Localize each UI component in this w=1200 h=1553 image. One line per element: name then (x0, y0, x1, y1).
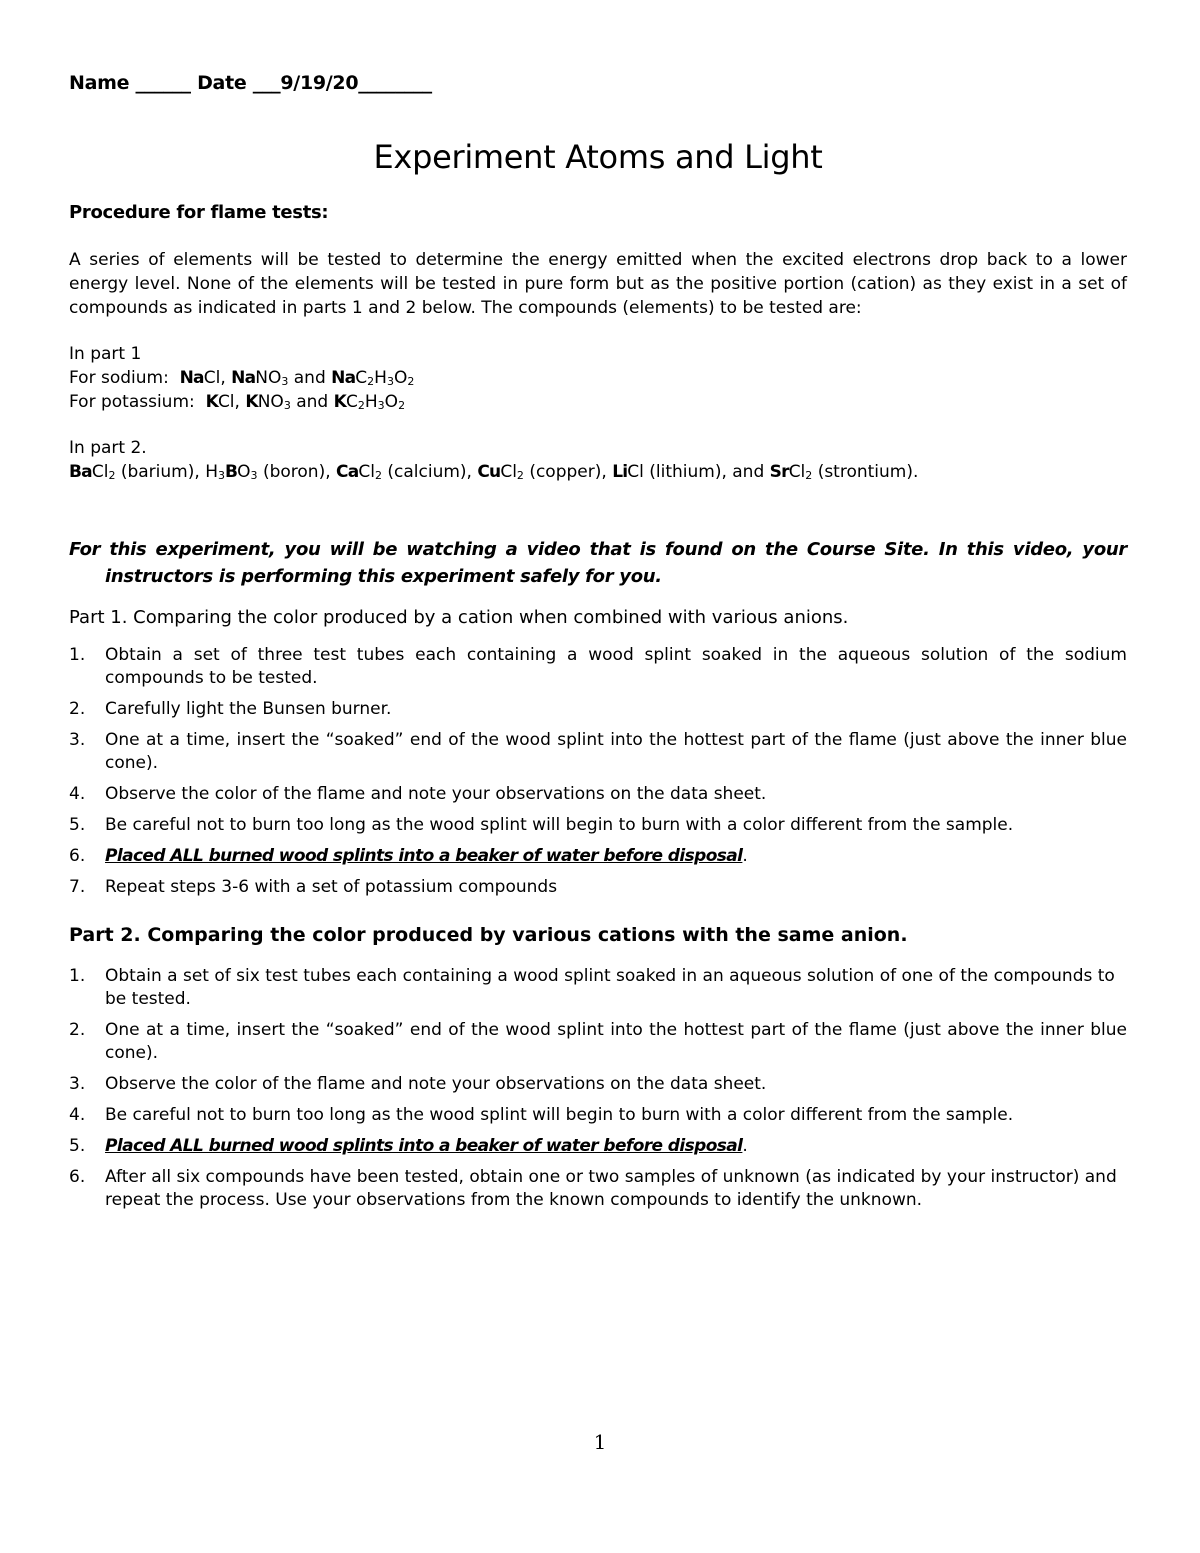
list-item: 5. Be careful not to burn too long as the wood splint will begin to burn with a color different from the sample. (69, 815, 1014, 835)
part2-label: In part 2. (69, 438, 147, 458)
part2-compounds: BaCl$_2$ (barium), $H_3BO_3$ (boron), CaCl$_2$ (calcium), CuCl$_2$ (copper), LiCl (lithium), and SrCl$_2$ (strontium). (69, 462, 919, 482)
list-item: 7. Repeat steps 3-6 with a set of potassium compounds (69, 877, 558, 897)
disposal-warning: Placed ALL burned wood splints into a beaker of water before disposal (105, 846, 743, 866)
list-item: 6. After all six compounds have been tested, obtain one or two samples of unknown (as indicated by your instructor) and repeat the process. Use your observations from the known compounds to identify the unknown. (69, 1167, 1117, 1210)
list-item: 1. Obtain a set of three test tubes each containing a wood splint soaked in the aqueous solution of the sodium compounds to be tested. (69, 645, 1127, 688)
list-item: 6. Placed ALL burned wood splints into a beaker of water before disposal. (69, 846, 748, 866)
date-label: Date (197, 72, 247, 94)
part1-heading: Part 1. Comparing the color produced by a cation when combined with various anions. (69, 607, 849, 628)
part1-steps (69, 644, 1127, 899)
document-page (69, 72, 1127, 1220)
intro-paragraph: A series of elements will be tested to determine the energy emitted when the excited electrons drop back to a lower energy level. None of the elements will be tested in pure form but as the positive portion (cation) as they exist in a set of compounds as indicated in parts 1 and 2 below. The compounds (elements) to be tested are: (69, 250, 1127, 318)
video-note: For this experiment, you will be watching a video that is found on the Course Site. In this video, your instructors is performing this experiment safely for you. (69, 539, 1127, 587)
date-value: 9/19/20 (280, 72, 359, 94)
list-item: 2. Carefully light the Bunsen burner. (69, 699, 392, 719)
date-lead: ___ (252, 72, 281, 94)
part2-heading: Part 2. Comparing the color produced by various cations with the same anion. (69, 924, 908, 946)
part1-label: In part 1 (69, 344, 142, 364)
part1-compound-list (69, 342, 1127, 414)
potassium-compounds: For potassium: KCl, $KNO_3$ and $KC_2H_3O_2$ (69, 392, 406, 412)
disposal-warning: Placed ALL burned wood splints into a beaker of water before disposal (105, 1136, 743, 1156)
list-item: 1. Obtain a set of six test tubes each containing a wood splint soaked in an aqueous solution of one of the compounds to be tested. (69, 966, 1115, 1009)
name-date-line (69, 72, 1127, 94)
document-title: Experiment Atoms and Light (373, 138, 823, 176)
date-trail: ________ (358, 72, 432, 94)
list-item: 5. Placed ALL burned wood splints into a beaker of water before disposal. (69, 1136, 748, 1156)
list-item: 4. Observe the color of the flame and note your observations on the data sheet. (69, 784, 767, 804)
list-item: 2. One at a time, insert the “soaked” end of the wood splint into the hottest part of the flame (just above the inner blue cone). (69, 1020, 1127, 1063)
part2-steps (69, 965, 1127, 1212)
list-item: 4. Be careful not to burn too long as the wood splint will begin to burn with a color different from the sample. (69, 1105, 1014, 1125)
name-label: Name (69, 72, 130, 94)
part2-compound-list (69, 436, 1127, 484)
list-item: 3. One at a time, insert the “soaked” end of the wood splint into the hottest part of the flame (just above the inner blue cone). (69, 730, 1127, 773)
name-blank: ______ (135, 72, 191, 94)
sodium-compounds: For sodium: NaCl, NaNO$_3$ and $NaC_2H_3O_2$ (69, 368, 415, 388)
list-item: 3. Observe the color of the flame and note your observations on the data sheet. (69, 1074, 767, 1094)
procedure-heading: Procedure for flame tests: (69, 202, 329, 223)
page-number: 1 (593, 1430, 607, 1454)
